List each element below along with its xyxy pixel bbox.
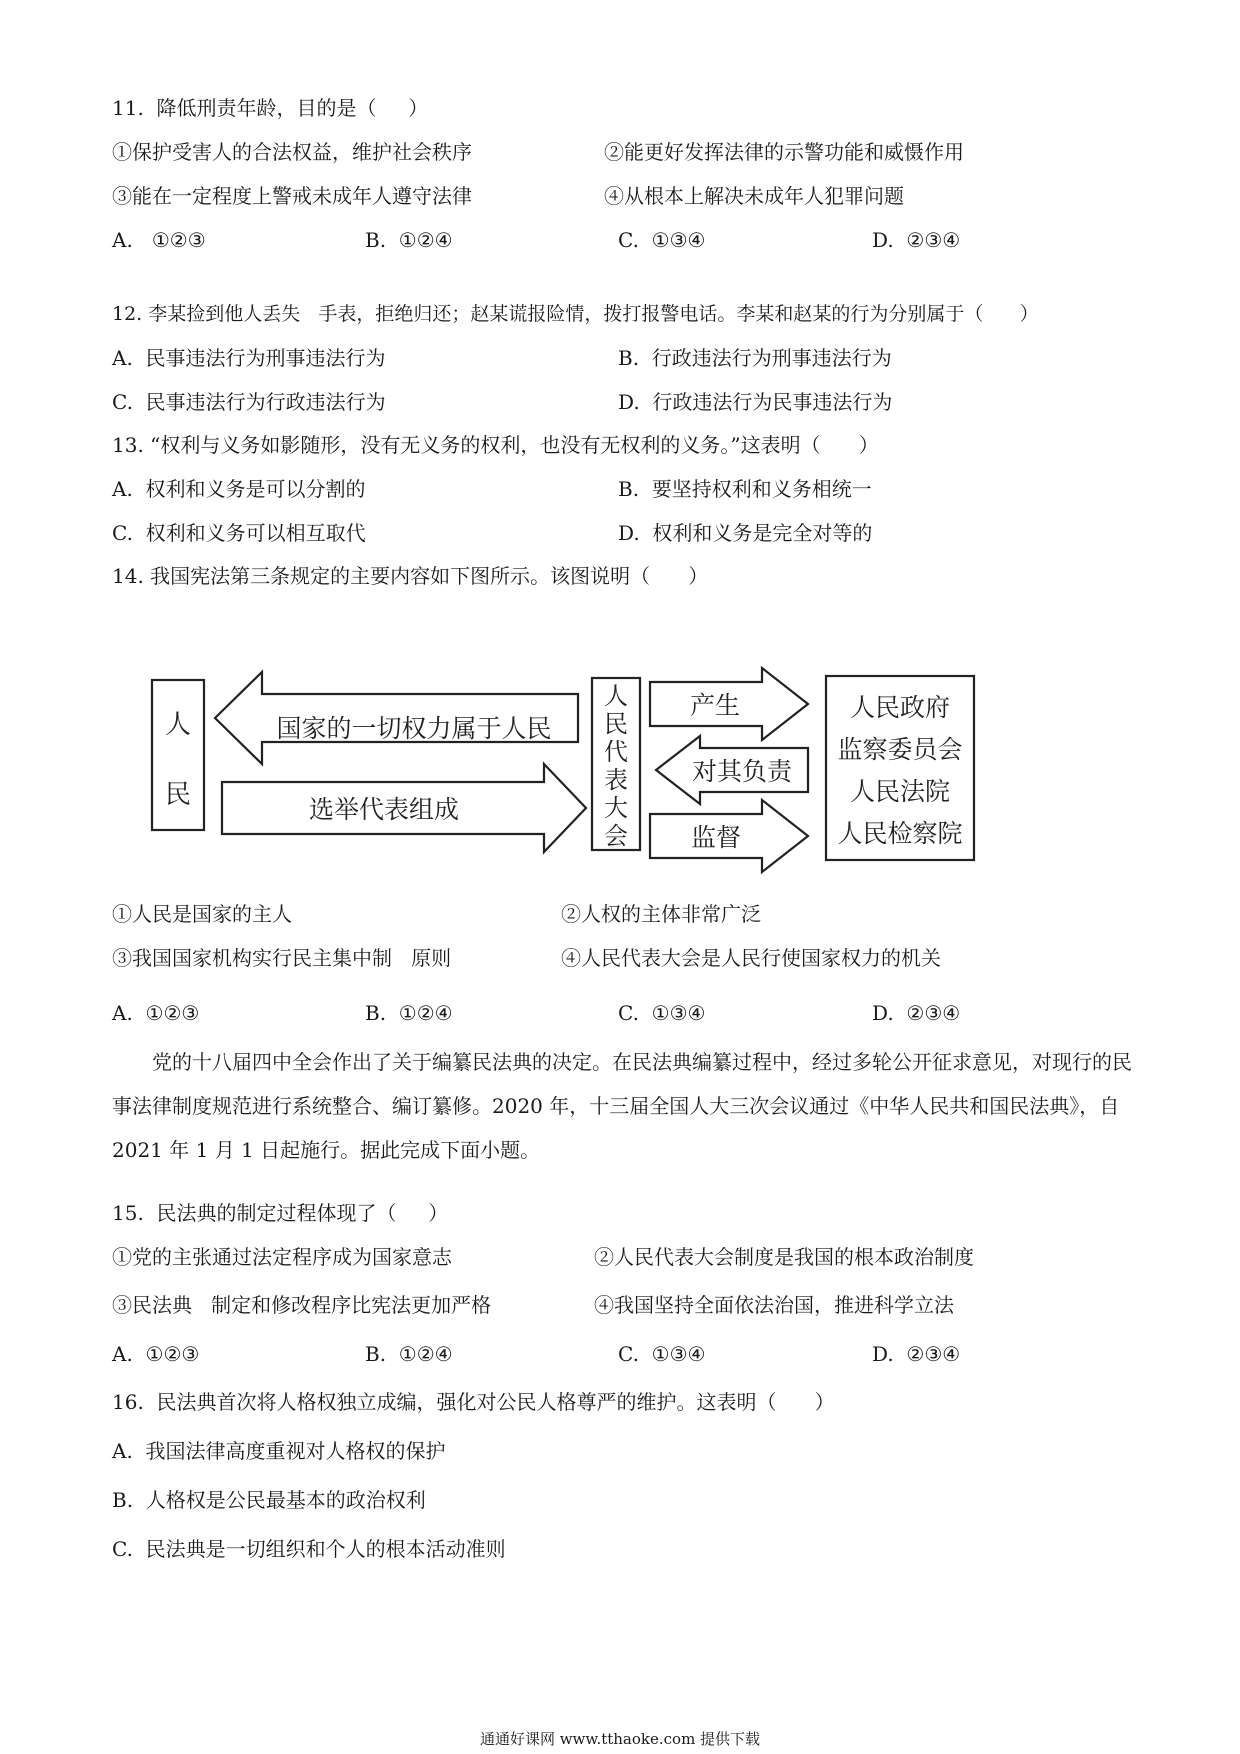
arrow-supervise-label: 监督: [690, 823, 742, 852]
q12-stem: 12. 李某捡到他人丢失 手表，拒绝归还；赵某谎报险情，拨打报警电话。李某和赵某的行为分别属于（ ）: [112, 303, 1039, 325]
page-footer: 通通好课网 www.tthaoke.com 提供下载: [479, 1730, 761, 1748]
q11-stem: 11. 降低刑责年龄，目的是（ ）: [112, 96, 429, 120]
q14-stem: 14. 我国宪法第三条规定的主要内容如下图所示。该图说明（ ）: [112, 564, 709, 588]
q14-option-3: ③我国国家机构实行民主集中制 原则: [112, 946, 452, 970]
q15-choice-d: D. ②③④: [872, 1342, 961, 1366]
organ-court: 人民法院: [849, 777, 951, 806]
material-paragraph: 党的十八届四中全会作出了关于编纂民法典的决定。在民法典编纂过程中，经过多轮公开征求意见，对现行的民事法律制度规范进行系统整合、编订纂修。2020 年，十三届全国人大三次会议通过《中华人民共和国民法典》，自 2021 年 1 月 1 日起施行。据此完成下面小题。: [112, 1050, 1132, 1162]
q16-choice-c: C. 民法典是一切组织和个人的根本活动准则: [112, 1537, 506, 1561]
q13-choice-c: C. 权利和义务可以相互取代: [112, 521, 366, 545]
q15-option-1: ①党的主张通过法定程序成为国家意志: [112, 1245, 452, 1269]
q14-choice-d: D. ②③④: [872, 1001, 961, 1025]
congress-char-3: 代: [604, 738, 628, 766]
q16-choice-a: A. 我国法律高度重视对人格权的保护: [112, 1439, 446, 1463]
q14-option-1: ①人民是国家的主人: [112, 902, 292, 926]
organ-procuratorate: 人民检察院: [837, 819, 963, 848]
q13-stem: 13. “权利与义务如影随形，没有无义务的权利，也没有无权利的义务。”这表明（ ）: [112, 433, 879, 457]
congress-char-2: 民: [604, 710, 628, 738]
q11-choice-b: B. ①②④: [365, 228, 453, 252]
q13-choice-b: B. 要坚持权利和义务相统一: [618, 477, 872, 501]
q11-option-3: ③能在一定程度上警戒未成年人遵守法律: [112, 184, 472, 208]
q12-choice-d: D. 行政违法行为民事违法行为: [618, 390, 893, 414]
arrow-top-label: 国家的一切权力属于人民: [276, 714, 552, 743]
q14-option-2: ②人权的主体非常广泛: [561, 902, 761, 926]
q13-choice-d: D. 权利和义务是完全对等的: [618, 521, 873, 545]
people-char-2: 民: [164, 780, 192, 810]
q11-choice-d: D. ②③④: [872, 228, 961, 252]
q14-choice-a: A. ①②③: [112, 1001, 200, 1025]
q11-option-4: ④从根本上解决未成年人犯罪问题: [604, 184, 904, 208]
q14-choice-c: C. ①③④: [618, 1001, 706, 1025]
q11-option-1: ①保护受害人的合法权益，维护社会秩序: [112, 140, 472, 164]
people-char-1: 人: [164, 710, 192, 740]
q13-choice-a: A. 权利和义务是可以分割的: [112, 477, 366, 501]
arrow-produce-label: 产生: [689, 691, 741, 720]
q12-choice-c: C. 民事违法行为行政违法行为: [112, 390, 386, 414]
q11-option-2: ②能更好发挥法律的示警功能和威慑作用: [604, 140, 964, 164]
q16-stem: 16. 民法典首次将人格权独立成编，强化对公民人格尊严的维护。这表明（ ）: [112, 1390, 835, 1414]
q15-choice-b: B. ①②④: [365, 1342, 453, 1366]
q14-choice-b: B. ①②④: [365, 1001, 453, 1025]
q11-choice-c: C. ①③④: [618, 228, 706, 252]
q15-option-4: ④我国坚持全面依法治国，推进科学立法: [594, 1293, 954, 1317]
congress-char-6: 会: [604, 822, 628, 850]
q15-stem: 15. 民法典的制定过程体现了（ ）: [112, 1201, 449, 1225]
q15-choice-a: A. ①②③: [112, 1342, 200, 1366]
q15-choice-c: C. ①③④: [618, 1342, 706, 1366]
organ-supervisory-commission: 监察委员会: [837, 735, 963, 764]
q16-choice-b: B. 人格权是公民最基本的政治权利: [112, 1488, 426, 1512]
q11-choice-a: A. ①②③: [112, 228, 206, 252]
congress-char-4: 表: [604, 766, 628, 794]
arrow-responsible-label: 对其负责: [691, 757, 793, 786]
q14-option-4: ④人民代表大会是人民行使国家权力的机关: [561, 946, 941, 970]
q15-option-3: ③民法典 制定和修改程序比宪法更加严格: [112, 1293, 492, 1317]
congress-char-1: 人: [604, 682, 628, 710]
arrow-bottom-label: 选举代表组成: [308, 795, 460, 824]
congress-char-5: 大: [604, 794, 628, 822]
q15-option-2: ②人民代表大会制度是我国的根本政治制度: [594, 1245, 974, 1269]
q12-choice-a: A. 民事违法行为刑事违法行为: [112, 346, 386, 370]
q12-choice-b: B. 行政违法行为刑事违法行为: [618, 346, 892, 370]
organ-government: 人民政府: [849, 693, 951, 722]
